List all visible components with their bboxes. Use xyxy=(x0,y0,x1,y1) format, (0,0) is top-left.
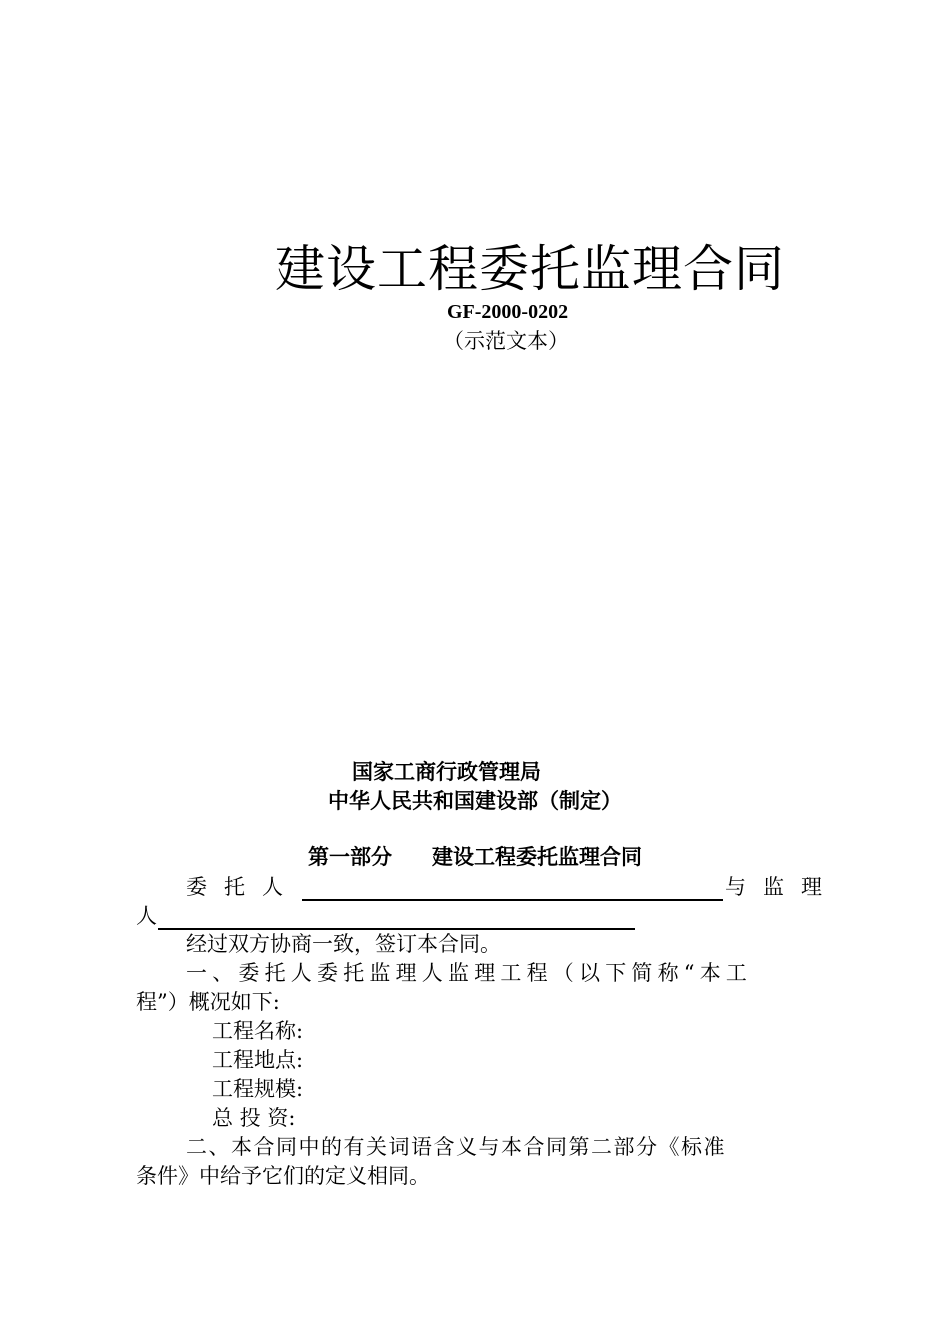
part-one-heading xyxy=(308,842,642,872)
agreement-sentence: 经过双方协商一致，签订本合同。 xyxy=(186,932,501,956)
part-label: 第一部分 xyxy=(308,845,392,869)
issuer-saic: 国家工商行政管理局 xyxy=(352,760,541,784)
field-project-name: 工程名称: xyxy=(212,1019,304,1043)
clause-one-line2: 程”）概况如下: xyxy=(136,990,280,1014)
client-label: 委托人 xyxy=(186,875,300,899)
issuer-moc: 中华人民共和国建设部（制定） xyxy=(328,789,622,813)
supervisor-label-start: 与监理 xyxy=(725,875,839,899)
field-project-location: 工程地点: xyxy=(212,1048,304,1072)
clause-two-line1: 二、本合同中的有关词语含义与本合同第二部分《标准 xyxy=(186,1135,726,1159)
supervisor-label-end: 人 xyxy=(136,904,157,928)
part-name: 建设工程委托监理合同 xyxy=(432,845,642,869)
field-total-investment: 总 投 资: xyxy=(212,1106,296,1130)
client-name-blank[interactable] xyxy=(302,899,723,901)
sample-text-note: （示范文本） xyxy=(443,329,569,353)
contract-code: GF-2000-0202 xyxy=(447,301,569,323)
contract-title: 建设工程委托监理合同 xyxy=(275,240,785,298)
clause-two-line2: 条件》中给予它们的定义相同。 xyxy=(136,1164,430,1188)
field-project-scale: 工程规模: xyxy=(212,1077,304,1101)
clause-one-line1: 一、委托人委托监理人监理工程（以下简称“本工 xyxy=(186,961,753,985)
